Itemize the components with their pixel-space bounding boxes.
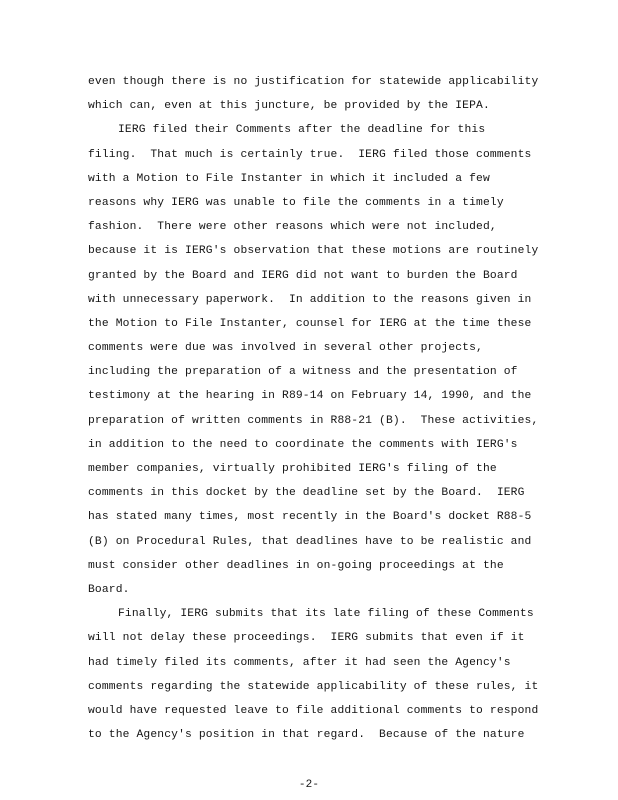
text-line: comments were due was involved in several other projects, (88, 342, 483, 355)
text-line: Board. (88, 583, 130, 596)
text-line: must consider other deadlines in on-going proceedings at the (88, 559, 504, 572)
text-line: comments in this docket by the deadline set by the Board. IERG (88, 487, 525, 500)
text-line: to the Agency's position in that regard. Because of the nature (88, 729, 525, 742)
text-line: testimony at the hearing in R89-14 on February 14, 1990, and the (88, 390, 532, 403)
text-line: the Motion to File Instanter, counsel for IERG at the time these (88, 317, 532, 330)
text-line: reasons why IERG was unable to file the comments in a timely (88, 196, 504, 209)
text-line: Finally, IERG submits that its late filing of these Comments (118, 608, 534, 621)
text-line: even though there is no justification for statewide applicability (88, 76, 539, 88)
text-line: IERG filed their Comments after the deadline for this (118, 124, 486, 137)
text-line: because it is IERG's observation that these motions are routinely (88, 245, 539, 258)
page-number: -2- (298, 779, 320, 791)
text-line: with a Motion to File Instanter in which it included a few (88, 172, 490, 185)
text-line: including the preparation of a witness and the presentation of (88, 366, 518, 379)
text-line: with unnecessary paperwork. In addition to the reasons given in (88, 293, 532, 306)
text-line: in addition to the need to coordinate the comments with IERG's (88, 438, 518, 451)
body-text (88, 70, 588, 747)
text-line: has stated many times, most recently in the Board's docket R88-5 (88, 511, 532, 524)
text-line: which can, even at this juncture, be provided by the IEPA. (88, 100, 490, 113)
text-line: will not delay these proceedings. IERG submits that even if it (88, 632, 525, 645)
text-line: granted by the Board and IERG did not want to burden the Board (88, 269, 518, 282)
text-line: member companies, virtually prohibited IERG's filing of the (88, 463, 497, 475)
text-line: (B) on Procedural Rules, that deadlines have to be realistic and (88, 535, 532, 548)
text-line: had timely filed its comments, after it had seen the Agency's (88, 656, 511, 669)
text-line: filing. That much is certainly true. IERG filed those comments (88, 148, 532, 161)
text-line: would have requested leave to file additional comments to respond (88, 704, 539, 717)
text-line: fashion. There were other reasons which were not included, (88, 221, 497, 234)
text-line: preparation of written comments in R88-21 (B). These activities, (88, 414, 539, 427)
text-line: comments regarding the statewide applicability of these rules, it (88, 680, 539, 693)
